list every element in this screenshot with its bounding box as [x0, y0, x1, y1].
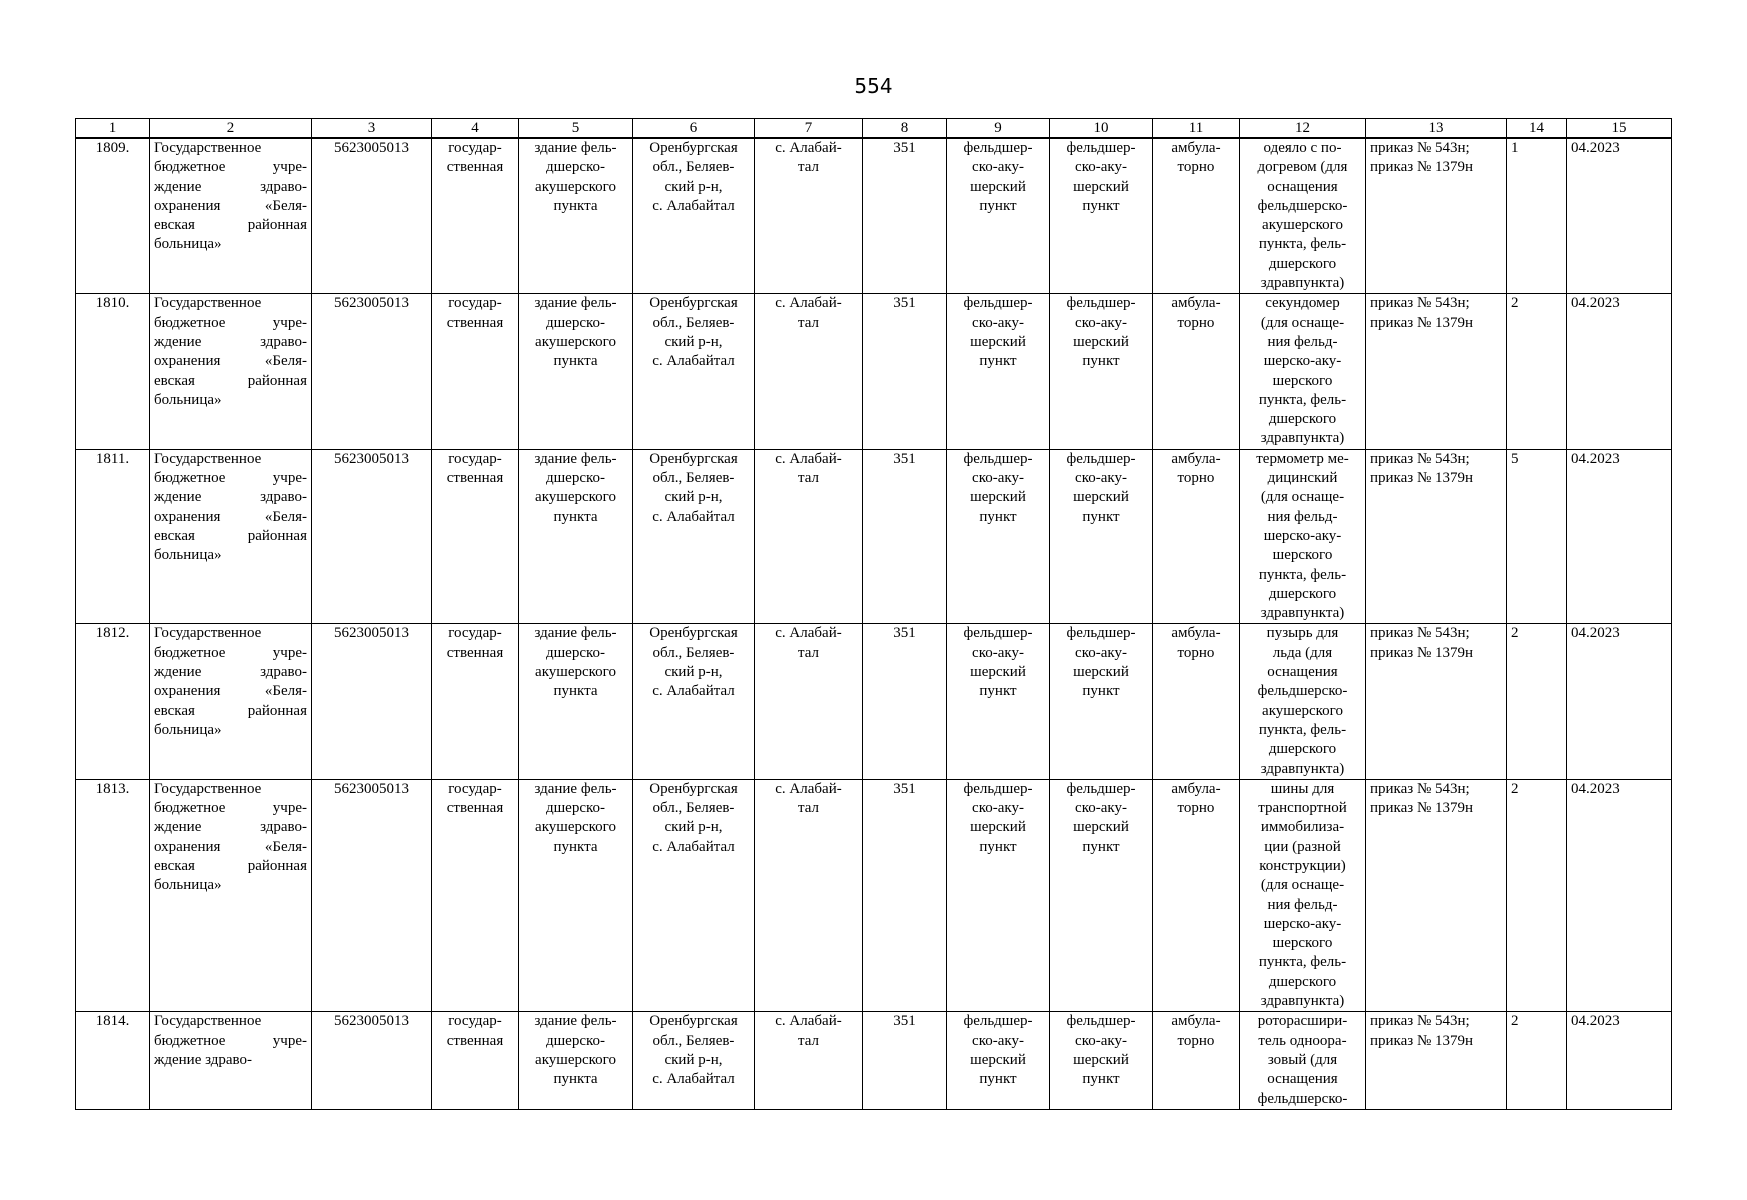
building-text: здание фель- дшерско- акушерского пункта	[534, 1013, 617, 1088]
organization-name: Государственное бюджетное учре-ждение здраво-охранения «Беля-евская районная больница»	[150, 624, 312, 779]
date: 04.2023	[1567, 294, 1672, 449]
column-header: 13	[1366, 119, 1507, 139]
inn: 5623005013	[312, 449, 432, 624]
order-text: приказ № 543н; приказ № 1379н	[1370, 780, 1474, 817]
column-header: 15	[1567, 119, 1672, 139]
building-text: здание фель- дшерско- акушерского пункта	[534, 140, 617, 214]
equipment-text: шины для транспортной иммобилиза- ции (разной конструкции) (для оснаще- ния фельд- шерско-аку- шерского пункта, фель- дшерского здравпункта)	[1258, 780, 1347, 1010]
facility-type	[947, 294, 1050, 449]
equipment	[1240, 779, 1366, 1012]
facility-subtype	[1050, 294, 1153, 449]
ownership-form	[432, 294, 519, 449]
table-row	[76, 138, 1672, 294]
order-reference	[1366, 624, 1507, 779]
inn: 5623005013	[312, 138, 432, 294]
care-conditions-text: амбула- торно	[1171, 450, 1221, 487]
care-conditions-text: амбула- торно	[1171, 295, 1221, 331]
ownership-form	[432, 624, 519, 779]
building	[519, 449, 633, 624]
facility-type-text: фельдшер- ско-аку- шерский пункт	[963, 1013, 1033, 1088]
ownership-text: государ- ственная	[446, 450, 504, 487]
date: 04.2023	[1567, 624, 1672, 779]
locality-text: с. Алабай- тал	[775, 625, 842, 661]
address	[633, 1012, 755, 1109]
locality	[755, 1012, 863, 1109]
column-header: 8	[863, 119, 947, 139]
equipment-text: пузырь для льда (для оснащения фельдшерско- акушерского пункта, фель- дшерского здравпункта)	[1257, 625, 1348, 777]
organization-name: Государственное бюджетное учре-ждение здраво-охранения «Беля-евская районная больница»	[150, 449, 312, 624]
quantity: 5	[1507, 449, 1567, 624]
organization-name: Государственное бюджетное учре-ждение здраво-охранения «Беля-евская районная больница»	[150, 138, 312, 294]
code: 351	[863, 779, 947, 1012]
ownership-form	[432, 779, 519, 1012]
table-row	[76, 624, 1672, 779]
equipment	[1240, 624, 1366, 779]
order-text: приказ № 543н; приказ № 1379н	[1370, 140, 1474, 176]
row-number: 1811.	[76, 449, 150, 624]
order-text: приказ № 543н; приказ № 1379н	[1370, 295, 1474, 331]
equipment	[1240, 1012, 1366, 1109]
locality-text: с. Алабай- тал	[775, 140, 842, 176]
facility-subtype	[1050, 138, 1153, 294]
column-header: 9	[947, 119, 1050, 139]
order-reference	[1366, 779, 1507, 1012]
quantity: 2	[1507, 294, 1567, 449]
address	[633, 624, 755, 779]
ownership-form	[432, 449, 519, 624]
facility-subtype	[1050, 449, 1153, 624]
ownership-text: государ- ственная	[446, 1013, 504, 1049]
column-header: 1	[76, 119, 150, 139]
facility-type	[947, 1012, 1050, 1109]
locality-text: с. Алабай- тал	[775, 295, 842, 331]
organization-name: Государственное бюджетное учре-ждение здраво-охранения «Беля-евская районная больница»	[150, 779, 312, 1012]
facility-subtype	[1050, 1012, 1153, 1109]
care-conditions-text: амбула- торно	[1171, 625, 1221, 661]
row-number: 1810.	[76, 294, 150, 449]
facility-subtype-text: фельдшер- ско-аку- шерский пункт	[1066, 295, 1136, 370]
ownership-text: государ- ственная	[446, 295, 504, 331]
facility-type	[947, 449, 1050, 624]
building	[519, 779, 633, 1012]
code: 351	[863, 624, 947, 779]
care-conditions	[1153, 1012, 1240, 1109]
facility-type-text: фельдшер- ско-аку- шерский пункт	[963, 295, 1033, 370]
code: 351	[863, 449, 947, 624]
column-header: 14	[1507, 119, 1567, 139]
facility-subtype-text: фельдшер- ско-аку- шерский пункт	[1066, 140, 1136, 214]
ownership-form	[432, 138, 519, 294]
equipment	[1240, 294, 1366, 449]
care-conditions	[1153, 624, 1240, 779]
row-number: 1812.	[76, 624, 150, 779]
address-text: Оренбургская обл., Беляев- ский р-н, с. Алабайтал	[649, 450, 738, 525]
building	[519, 138, 633, 294]
column-header: 6	[633, 119, 755, 139]
building	[519, 294, 633, 449]
address-text: Оренбургская обл., Беляев- ский р-н, с. Алабайтал	[649, 625, 738, 700]
address-text: Оренбургская обл., Беляев- ский р-н, с. Алабайтал	[649, 295, 738, 370]
organization-name: Государственное бюджетное учре-ждение здраво-	[150, 1012, 312, 1109]
column-header: 10	[1050, 119, 1153, 139]
quantity: 2	[1507, 624, 1567, 779]
address-text: Оренбургская обл., Беляев- ский р-н, с. Алабайтал	[649, 780, 738, 855]
facility-type-text: фельдшер- ско-аку- шерский пункт	[963, 625, 1033, 700]
column-header: 5	[519, 119, 633, 139]
order-text: приказ № 543н; приказ № 1379н	[1370, 625, 1474, 661]
date: 04.2023	[1567, 449, 1672, 624]
table-row	[76, 1012, 1672, 1109]
order-reference	[1366, 1012, 1507, 1109]
quantity: 1	[1507, 138, 1567, 294]
address-text: Оренбургская обл., Беляев- ский р-н, с. Алабайтал	[649, 1013, 738, 1088]
facility-subtype-text: фельдшер- ско-аку- шерский пункт	[1066, 450, 1136, 525]
inn: 5623005013	[312, 1012, 432, 1109]
ownership-form	[432, 1012, 519, 1109]
page-number: 554	[854, 74, 893, 98]
row-number: 1814.	[76, 1012, 150, 1109]
locality	[755, 624, 863, 779]
row-number: 1809.	[76, 138, 150, 294]
equipment-text: роторасшири- тель одноора- зовый (для оснащения фельдшерско-	[1257, 1013, 1348, 1107]
code: 351	[863, 1012, 947, 1109]
inn: 5623005013	[312, 624, 432, 779]
table-row	[76, 449, 1672, 624]
order-text: приказ № 543н; приказ № 1379н	[1370, 1013, 1474, 1049]
facility-type-text: фельдшер- ско-аку- шерский пункт	[963, 140, 1033, 214]
date: 04.2023	[1567, 779, 1672, 1012]
order-reference	[1366, 449, 1507, 624]
care-conditions-text: амбула- торно	[1171, 140, 1221, 176]
facility-subtype	[1050, 779, 1153, 1012]
quantity: 2	[1507, 1012, 1567, 1109]
order-reference	[1366, 138, 1507, 294]
inn: 5623005013	[312, 294, 432, 449]
equipment	[1240, 138, 1366, 294]
building-text: здание фель- дшерско- акушерского пункта	[534, 295, 617, 370]
table-row	[76, 294, 1672, 449]
row-number: 1813.	[76, 779, 150, 1012]
care-conditions	[1153, 449, 1240, 624]
care-conditions	[1153, 138, 1240, 294]
care-conditions-text: амбула- торно	[1171, 780, 1221, 817]
equipment-text: одеяло с по- догревом (для оснащения фельдшерско- акушерского пункта, фель- дшерского здравпункта)	[1257, 140, 1348, 292]
column-header: 7	[755, 119, 863, 139]
locality	[755, 449, 863, 624]
ownership-text: государ- ственная	[446, 140, 504, 176]
equipment	[1240, 449, 1366, 624]
ownership-text: государ- ственная	[446, 625, 504, 661]
facility-subtype	[1050, 624, 1153, 779]
building-text: здание фель- дшерско- акушерского пункта	[534, 780, 617, 855]
order-reference	[1366, 294, 1507, 449]
order-text: приказ № 543н; приказ № 1379н	[1370, 450, 1474, 487]
building	[519, 1012, 633, 1109]
building-text: здание фель- дшерско- акушерского пункта	[534, 625, 617, 700]
date: 04.2023	[1567, 1012, 1672, 1109]
facility-subtype-text: фельдшер- ско-аку- шерский пункт	[1066, 780, 1136, 855]
address	[633, 138, 755, 294]
code: 351	[863, 138, 947, 294]
building-text: здание фель- дшерско- акушерского пункта	[534, 450, 617, 525]
column-header: 3	[312, 119, 432, 139]
locality-text: с. Алабай- тал	[775, 1013, 842, 1049]
table-row	[76, 779, 1672, 1012]
column-number-row	[76, 119, 1672, 139]
column-header: 2	[150, 119, 312, 139]
organization-name: Государственное бюджетное учре-ждение здраво-охранения «Беля-евская районная больница»	[150, 294, 312, 449]
facility-type-text: фельдшер- ско-аку- шерский пункт	[963, 450, 1033, 525]
date: 04.2023	[1567, 138, 1672, 294]
column-header: 4	[432, 119, 519, 139]
facility-type-text: фельдшер- ско-аку- шерский пункт	[963, 780, 1033, 855]
address-text: Оренбургская обл., Беляев- ский р-н, с. Алабайтал	[649, 140, 738, 214]
equipment-text: секундомер (для оснаще- ния фельд- шерско-аку- шерского пункта, фель- дшерского здравпункта)	[1258, 295, 1347, 447]
facility-subtype-text: фельдшер- ско-аку- шерский пункт	[1066, 1013, 1136, 1088]
address	[633, 779, 755, 1012]
care-conditions	[1153, 294, 1240, 449]
code: 351	[863, 294, 947, 449]
column-header: 11	[1153, 119, 1240, 139]
address	[633, 449, 755, 624]
care-conditions-text: амбула- торно	[1171, 1013, 1221, 1049]
locality	[755, 294, 863, 449]
equipment-text: термометр ме- дицинский (для оснаще- ния фельд- шерско-аку- шерского пункта, фель- дшерского здравпункта)	[1256, 450, 1349, 622]
facility-type	[947, 779, 1050, 1012]
locality-text: с. Алабай- тал	[775, 450, 842, 487]
column-header: 12	[1240, 119, 1366, 139]
ownership-text: государ- ственная	[446, 780, 504, 817]
quantity: 2	[1507, 779, 1567, 1012]
building	[519, 624, 633, 779]
locality-text: с. Алабай- тал	[775, 780, 842, 817]
facility-subtype-text: фельдшер- ско-аку- шерский пункт	[1066, 625, 1136, 700]
care-conditions	[1153, 779, 1240, 1012]
locality	[755, 138, 863, 294]
locality	[755, 779, 863, 1012]
inn: 5623005013	[312, 779, 432, 1012]
facility-type	[947, 624, 1050, 779]
facility-type	[947, 138, 1050, 294]
address	[633, 294, 755, 449]
register-table	[75, 118, 1672, 1110]
